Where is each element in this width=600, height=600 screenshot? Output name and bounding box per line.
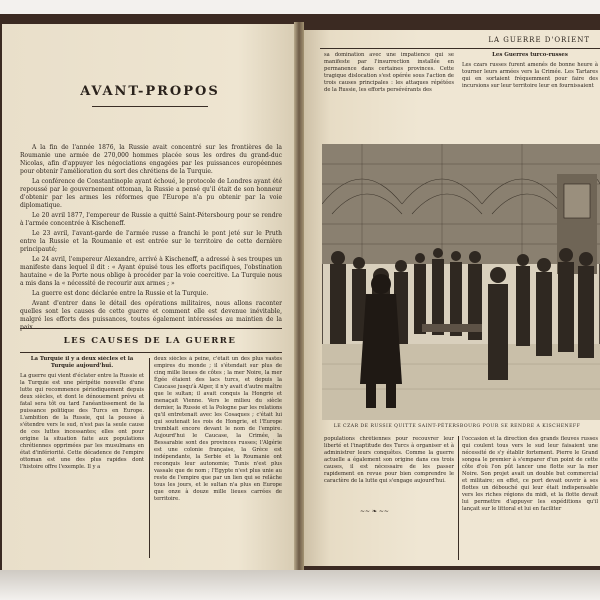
intro-paragraph: Le 24 avril, l'empereur Alexandre, arrivé à Kischeneff, a adressé à ses troupes un manifeste dans lequel il dit : « Ayant épuisé tous les efforts pacifiques, l'obstination hautaine « de la Porte nous oblige à procéder par la voie coercitive. La Turquie nous a mis dans la « nécessité de recourir aux armes ; »	[20, 256, 282, 287]
column-text: Les czars russes furent amenés de bonne heure à tourner leurs armées vers la Crimée. Les Tartares qui en sortaient fréquemment pour faire des incursions sur leur territoire leur en fournissaient	[462, 62, 598, 89]
ornament: ~~ ❧ ~~	[360, 508, 389, 515]
column-text: La guerre qui vient d'éclater entre la Russie et la Turquie est une péripétie nouvelle d'une lutte qui recommence périodiquement depuis deux siècles, et dont le dénouement prévu et fatal sera tôt ou tard l'anéantissement de la puissance politique des Turcs en Europe. L'ambition de la Russie, qui la pousse à s'étendre vers le sud, n'est pas la seule cause de ces luttes incessantes; elles ont pour origine la situation faite aux populations chrétiennes opprimées par les musulmans en état d'infériorité. Cette décadence de l'empire ottoman est une des plus rapides dont l'histoire offre l'exemple. Il y a	[20, 373, 144, 470]
page-title: AVANT-PROPOS	[80, 84, 220, 99]
running-head: LA GUERRE D'ORIENT	[488, 36, 590, 44]
column-text: sa domination avec une impatience qui se manifeste par l'insurrection installée en permanence dans certaines provinces. Cette tragique dislocation s'est opérée sous l'action de trois causes principales : les attaques répétées de la Russie, les efforts persévérants des	[324, 52, 454, 93]
engraving-illustration	[322, 144, 600, 420]
column-divider	[149, 358, 150, 558]
right-page	[300, 30, 600, 566]
column-text: populations chrétiennes pour recouvrer leur liberté et l'inaptitude des Turcs à organiser et à administrer leurs conquêtes. Comme la guerre actuelle a également son origine dans ces trois causes, il est nécessaire de les passer rapidement en revue pour bien comprendre le caractère de la lutte qui s'engage aujourd'hui.	[324, 436, 454, 484]
intro-paragraph: La guerre est donc déclarée entre la Russie et la Turquie.	[32, 290, 209, 297]
column-subtitle: La Turquie il y a deux siècles et la Turquie aujourd'hui.	[30, 356, 134, 369]
table-shadow	[0, 570, 600, 600]
top-left-column	[324, 52, 454, 138]
intro-paragraph: A la fin de l'année 1876, la Russie avait concentré sur les frontières de la Roumanie une armée de 270,000 hommes placée sous les ordres du grand-duc Nicolas, afin d'appuyer les négociations engagées par les puissances européennes pour obtenir l'amélioration du sort des chrétiens de la Turquie.	[20, 144, 282, 175]
right-column	[154, 356, 282, 566]
header-rule	[320, 48, 600, 49]
column-subtitle: Les Guerres turco-russes	[492, 52, 568, 58]
bottom-right-column	[462, 436, 598, 562]
intro-paragraph: La conférence de Constantinople ayant échoué, le protocole de Londres ayant été repoussé par le gouvernement ottoman, la Russie a pensé qu'il était de son honneur d'obtenir par les armes les réformes que l'Europe n'a pu obtenir par la voie diplomatique.	[20, 178, 282, 209]
intro-paragraph: Avant d'entrer dans le détail des opérations militaires, nous allons raconter quelles sont les causes de cette guerre et comment elle est devenue inévitable, malgré les efforts des puissances, toutes également intéressées au maintien de la	[20, 300, 282, 323]
intro-paragraph: Le 23 avril, l'avant-garde de l'armée russe a franchi le pont jeté sur le Pruth entre la Russie et la Roumanie et est entrée sur le territoire de cette dernière principauté;	[20, 230, 282, 253]
section-rule-bottom	[20, 352, 282, 353]
illustration-caption: LE CZAR DE RUSSIE QUITTE SAINT-PÉTERSBOURG POUR SE RENDRE A KISCHENEFF	[333, 424, 581, 429]
column-divider	[458, 436, 459, 560]
intro-paragraph: Le 20 avril 1877, l'empereur de Russie a quitté Saint-Pétersbourg pour se rendre à l'armée concentrée à Kischeneff.	[20, 212, 282, 227]
column-text: deux siècles à peine, c'était un des plus vastes empires du monde ; il s'étendait sur plus de cinq mille lieues de côtes ; la mer Noire, la mer Égée étaient des lacs turcs, et depuis la Caucase jusqu'à Alger, il n'y avait d'autre maître que le sultan; il avait conquis la Hongrie et menaçait Vienne. Vers le milieu du siècle dernier, la Russie et la Pologne par les relations qu'il entretenait avec les Cosaques ; c'était lui qui soutenait les rois de Hongrie, et l'Europe tremblait encore devant le nom de l'empire. Aujourd'hui le Caucase, la Crimée, la Bessarabie sont des provinces russes; l'Algérie est une colonie française, la Grèce est indépendante, la Serbie et la Roumanie ont reconquis leur autonomie; Tunis n'est plus vassale que de nom ; l'Egypte n'est plus unie au reste de l'empire que par un lien qui se relâche tous les jours, et le sultan n'a plus en Europe que onze à douze mille lieues carrées de territoire.	[154, 356, 282, 502]
section-title: LES CAUSES DE LA GUERRE	[63, 336, 237, 346]
section-rule-top	[20, 328, 282, 329]
top-right-column	[462, 52, 598, 138]
bottom-left-column	[324, 436, 454, 504]
left-column	[20, 356, 144, 566]
column-text: l'occasion et la direction des grands fleuves russes qui coulent tous vers le sud leur faisaient une nécessité de s'y établir fortement. Pierre le Grand songea le premier à s'emparer d'un point de cette côte d'où l'on pût lancer une flotte sur la mer Noire. Son projet avait un double but commercial et militaire; en effet, ce port devait ouvrir à ses flottes un débouché qui leur était indispensable vers les riches régions du midi, et la flotte devait lui permettre d'appuyer les expéditions qu'il lançait sur le littoral et lui en faciliter	[462, 436, 598, 512]
book-spine	[294, 22, 304, 574]
left-page	[2, 24, 298, 570]
intro-text	[20, 144, 282, 334]
title-rule	[92, 106, 208, 107]
